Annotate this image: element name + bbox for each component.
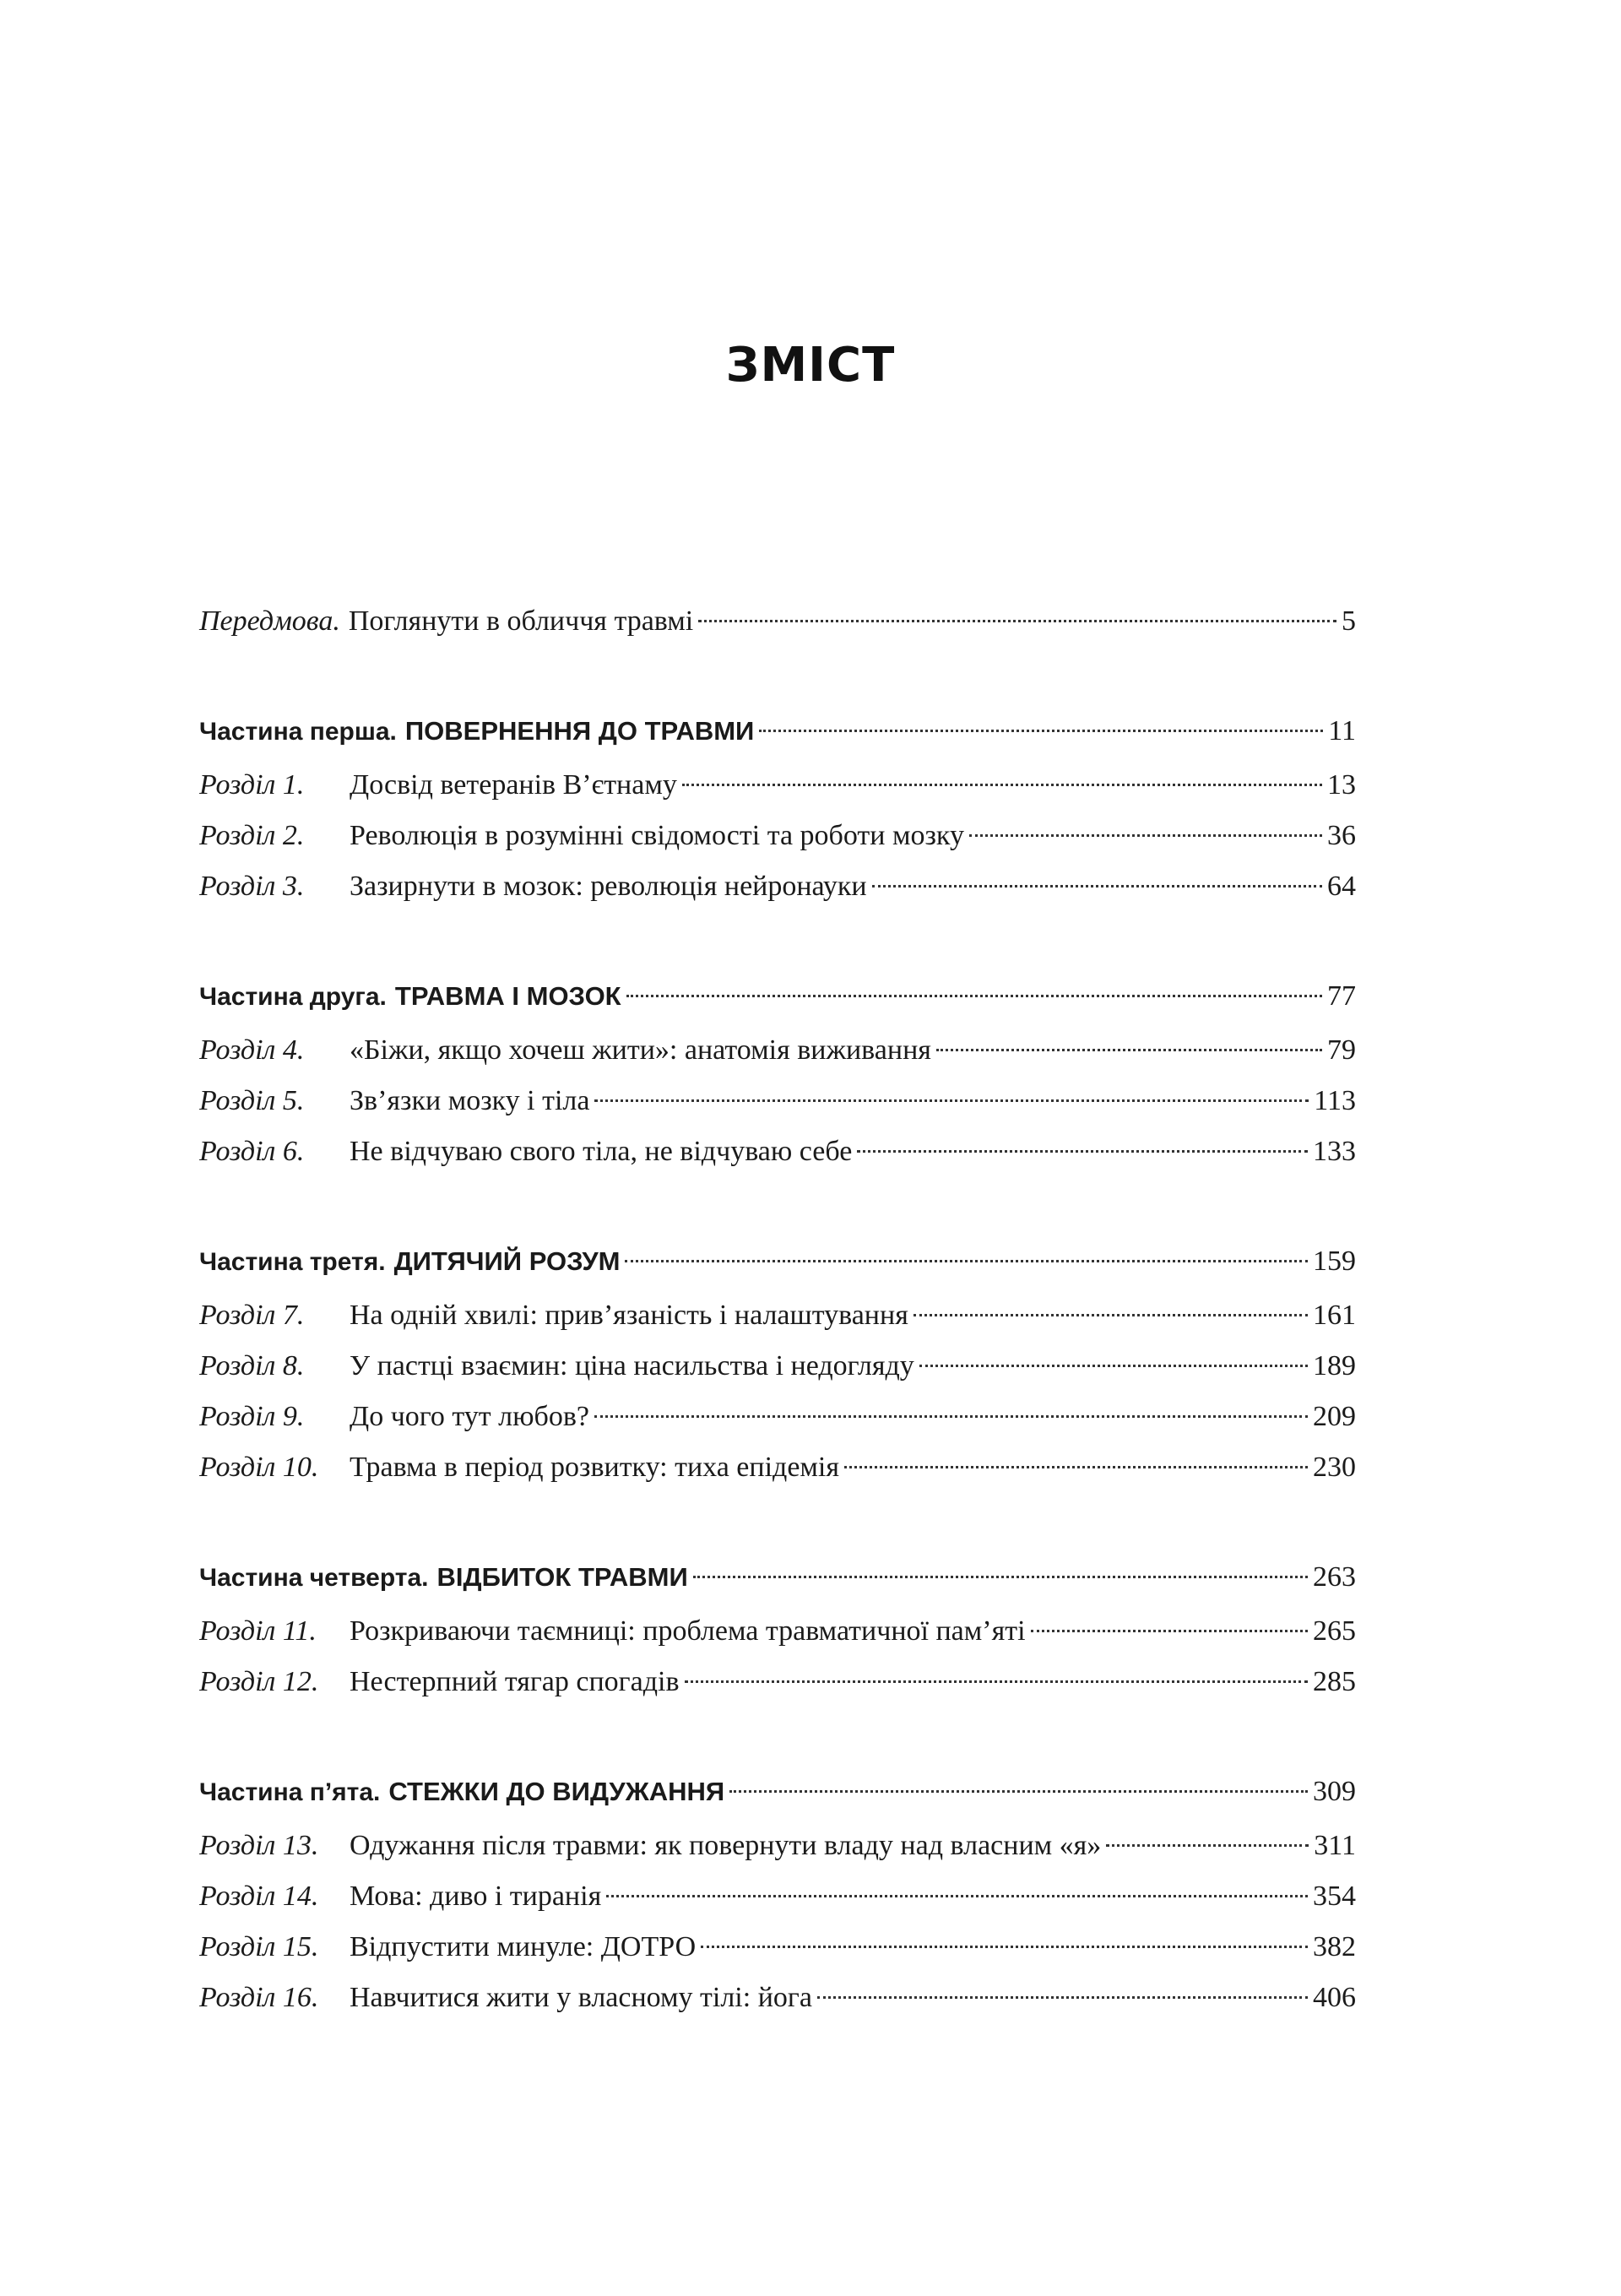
toc-chapter-entry xyxy=(199,1821,1356,1871)
part-label: Частина четверта. xyxy=(199,1564,429,1592)
toc-entry-preface xyxy=(199,596,1356,647)
chapter-title: Досвід ветеранів В’єтнаму xyxy=(350,769,677,801)
dot-leader xyxy=(817,1996,1308,1999)
chapter-label: Розділ 10. xyxy=(199,1452,319,1483)
chapter-label: Розділ 2. xyxy=(199,820,305,851)
toc-chapter-entry xyxy=(199,1341,1356,1392)
chapter-title: Відпустити минуле: ДОТРО xyxy=(350,1931,697,1962)
chapter-title: Зазирнути в мозок: революція нейронауки xyxy=(350,871,867,902)
entry-title: Поглянути в обличчя травмі xyxy=(348,605,694,637)
toc-chapter-entry xyxy=(199,1606,1356,1657)
dot-leader xyxy=(969,834,1322,837)
chapter-title: Одужання після травми: як повернути владу над власним «я» xyxy=(350,1830,1102,1861)
page-number: 64 xyxy=(1327,871,1356,902)
chapter-label: Розділ 12. xyxy=(199,1666,319,1697)
dot-leader xyxy=(729,1790,1308,1793)
dot-leader xyxy=(1031,1630,1308,1632)
page-number: 161 xyxy=(1313,1300,1356,1331)
toc-chapter-entry xyxy=(199,1290,1356,1341)
dot-leader xyxy=(919,1365,1308,1367)
dot-leader xyxy=(844,1466,1308,1468)
table-of-contents xyxy=(199,596,1356,2023)
dot-leader xyxy=(1106,1844,1309,1847)
dot-leader xyxy=(936,1049,1322,1051)
dot-leader xyxy=(693,1576,1308,1578)
chapter-title: Не відчуваю свого тіла, не відчуваю себе xyxy=(350,1136,853,1167)
chapter-label: Розділ 8. xyxy=(199,1350,305,1381)
page-number: 285 xyxy=(1313,1666,1356,1697)
page-number: 354 xyxy=(1313,1881,1356,1912)
part-name: ДИТЯЧИЙ РОЗУМ xyxy=(393,1246,621,1276)
chapter-label: Розділ 13. xyxy=(199,1830,319,1861)
entry-label: Передмова. xyxy=(199,605,340,637)
chapter-label: Розділ 9. xyxy=(199,1401,305,1432)
chapter-label: Розділ 16. xyxy=(199,1982,319,2013)
dot-leader xyxy=(872,885,1322,887)
part-label: Частина перша. xyxy=(199,718,397,746)
toc-chapter-entry xyxy=(199,1076,1356,1126)
dot-leader xyxy=(682,784,1322,786)
toc-chapter-entry xyxy=(199,1126,1356,1177)
chapter-title: Мова: диво і тиранія xyxy=(350,1881,602,1912)
chapter-label: Розділ 14. xyxy=(199,1881,319,1912)
page-number: 11 xyxy=(1328,715,1356,746)
toc-chapter-entry xyxy=(199,1973,1356,2023)
toc-chapter-entry xyxy=(199,760,1356,811)
page-number: 36 xyxy=(1327,820,1356,851)
dot-leader xyxy=(685,1680,1308,1683)
dot-leader xyxy=(698,620,1336,622)
chapter-label: Розділ 11. xyxy=(199,1615,317,1647)
page-number: 159 xyxy=(1313,1246,1356,1277)
part-label: Частина друга. xyxy=(199,983,387,1011)
page-number: 230 xyxy=(1313,1452,1356,1483)
page-number: 209 xyxy=(1313,1401,1356,1432)
chapter-title: До чого тут любов? xyxy=(350,1401,589,1432)
page-title: ЗМІСТ xyxy=(725,338,896,393)
toc-part-heading xyxy=(199,1767,1356,1817)
part-label: Частина п’ята. xyxy=(199,1778,381,1806)
chapter-title: Революція в розумінні свідомості та роботи мозку xyxy=(350,820,964,851)
chapter-label: Розділ 6. xyxy=(199,1136,305,1167)
toc-chapter-entry xyxy=(199,1025,1356,1076)
page-number: 309 xyxy=(1313,1776,1356,1807)
dot-leader xyxy=(857,1150,1308,1153)
toc-chapter-entry xyxy=(199,1442,1356,1493)
chapter-title: Травма в період розвитку: тиха епідемія xyxy=(350,1452,840,1483)
chapter-label: Розділ 7. xyxy=(199,1300,305,1331)
toc-part-heading xyxy=(199,706,1356,757)
dot-leader xyxy=(606,1895,1308,1897)
chapter-title: Навчитися жити у власному тілі: йога xyxy=(350,1982,812,2013)
part-label: Частина третя. xyxy=(199,1248,386,1276)
toc-part-heading xyxy=(199,1552,1356,1603)
dot-leader xyxy=(759,730,1323,732)
chapter-title: На одній хвилі: прив’язаність і налаштування xyxy=(350,1300,908,1331)
toc-chapter-entry xyxy=(199,1392,1356,1442)
dot-leader xyxy=(701,1946,1308,1948)
chapter-title: Розкриваючи таємниці: проблема травматичної пам’яті xyxy=(350,1615,1026,1647)
page-number: 189 xyxy=(1313,1350,1356,1381)
dot-leader xyxy=(625,1260,1308,1262)
toc-part-heading xyxy=(199,1236,1356,1287)
toc-part-heading xyxy=(199,971,1356,1022)
toc-chapter-entry xyxy=(199,811,1356,861)
part-name: ВІДБИТОК ТРАВМИ xyxy=(436,1562,688,1592)
chapter-title: Нестерпний тягар спогадів xyxy=(350,1666,680,1697)
toc-chapter-entry xyxy=(199,1657,1356,1707)
page-number: 265 xyxy=(1313,1615,1356,1647)
dot-leader xyxy=(626,995,1322,997)
chapter-title: У пастці взаємин: ціна насильства і недогляду xyxy=(350,1350,914,1381)
chapter-label: Розділ 1. xyxy=(199,769,305,801)
chapter-label: Розділ 3. xyxy=(199,871,305,902)
chapter-label: Розділ 5. xyxy=(199,1085,305,1116)
page-number: 133 xyxy=(1313,1136,1356,1167)
toc-chapter-entry xyxy=(199,1922,1356,1973)
chapter-label: Розділ 15. xyxy=(199,1931,319,1962)
chapter-label: Розділ 4. xyxy=(199,1034,305,1066)
page-number: 311 xyxy=(1314,1830,1356,1861)
page-number: 77 xyxy=(1327,980,1356,1012)
toc-chapter-entry xyxy=(199,861,1356,912)
part-name: ТРАВМА І МОЗОК xyxy=(394,981,621,1011)
page-number: 263 xyxy=(1313,1561,1356,1593)
page-number: 5 xyxy=(1342,605,1356,637)
page-number: 113 xyxy=(1314,1085,1356,1116)
part-name: СТЕЖКИ ДО ВИДУЖАННЯ xyxy=(388,1777,725,1806)
page-number: 79 xyxy=(1327,1034,1356,1066)
chapter-title: «Біжи, якщо хочеш жити»: анатомія виживання xyxy=(350,1034,931,1066)
toc-chapter-entry xyxy=(199,1871,1356,1922)
part-name: ПОВЕРНЕННЯ ДО ТРАВМИ xyxy=(404,716,755,746)
page-number: 382 xyxy=(1313,1931,1356,1962)
chapter-title: Зв’язки мозку і тіла xyxy=(350,1085,590,1116)
dot-leader xyxy=(594,1415,1308,1418)
page-number: 406 xyxy=(1313,1982,1356,2013)
dot-leader xyxy=(594,1099,1309,1102)
dot-leader xyxy=(914,1314,1308,1316)
page-number: 13 xyxy=(1327,769,1356,801)
